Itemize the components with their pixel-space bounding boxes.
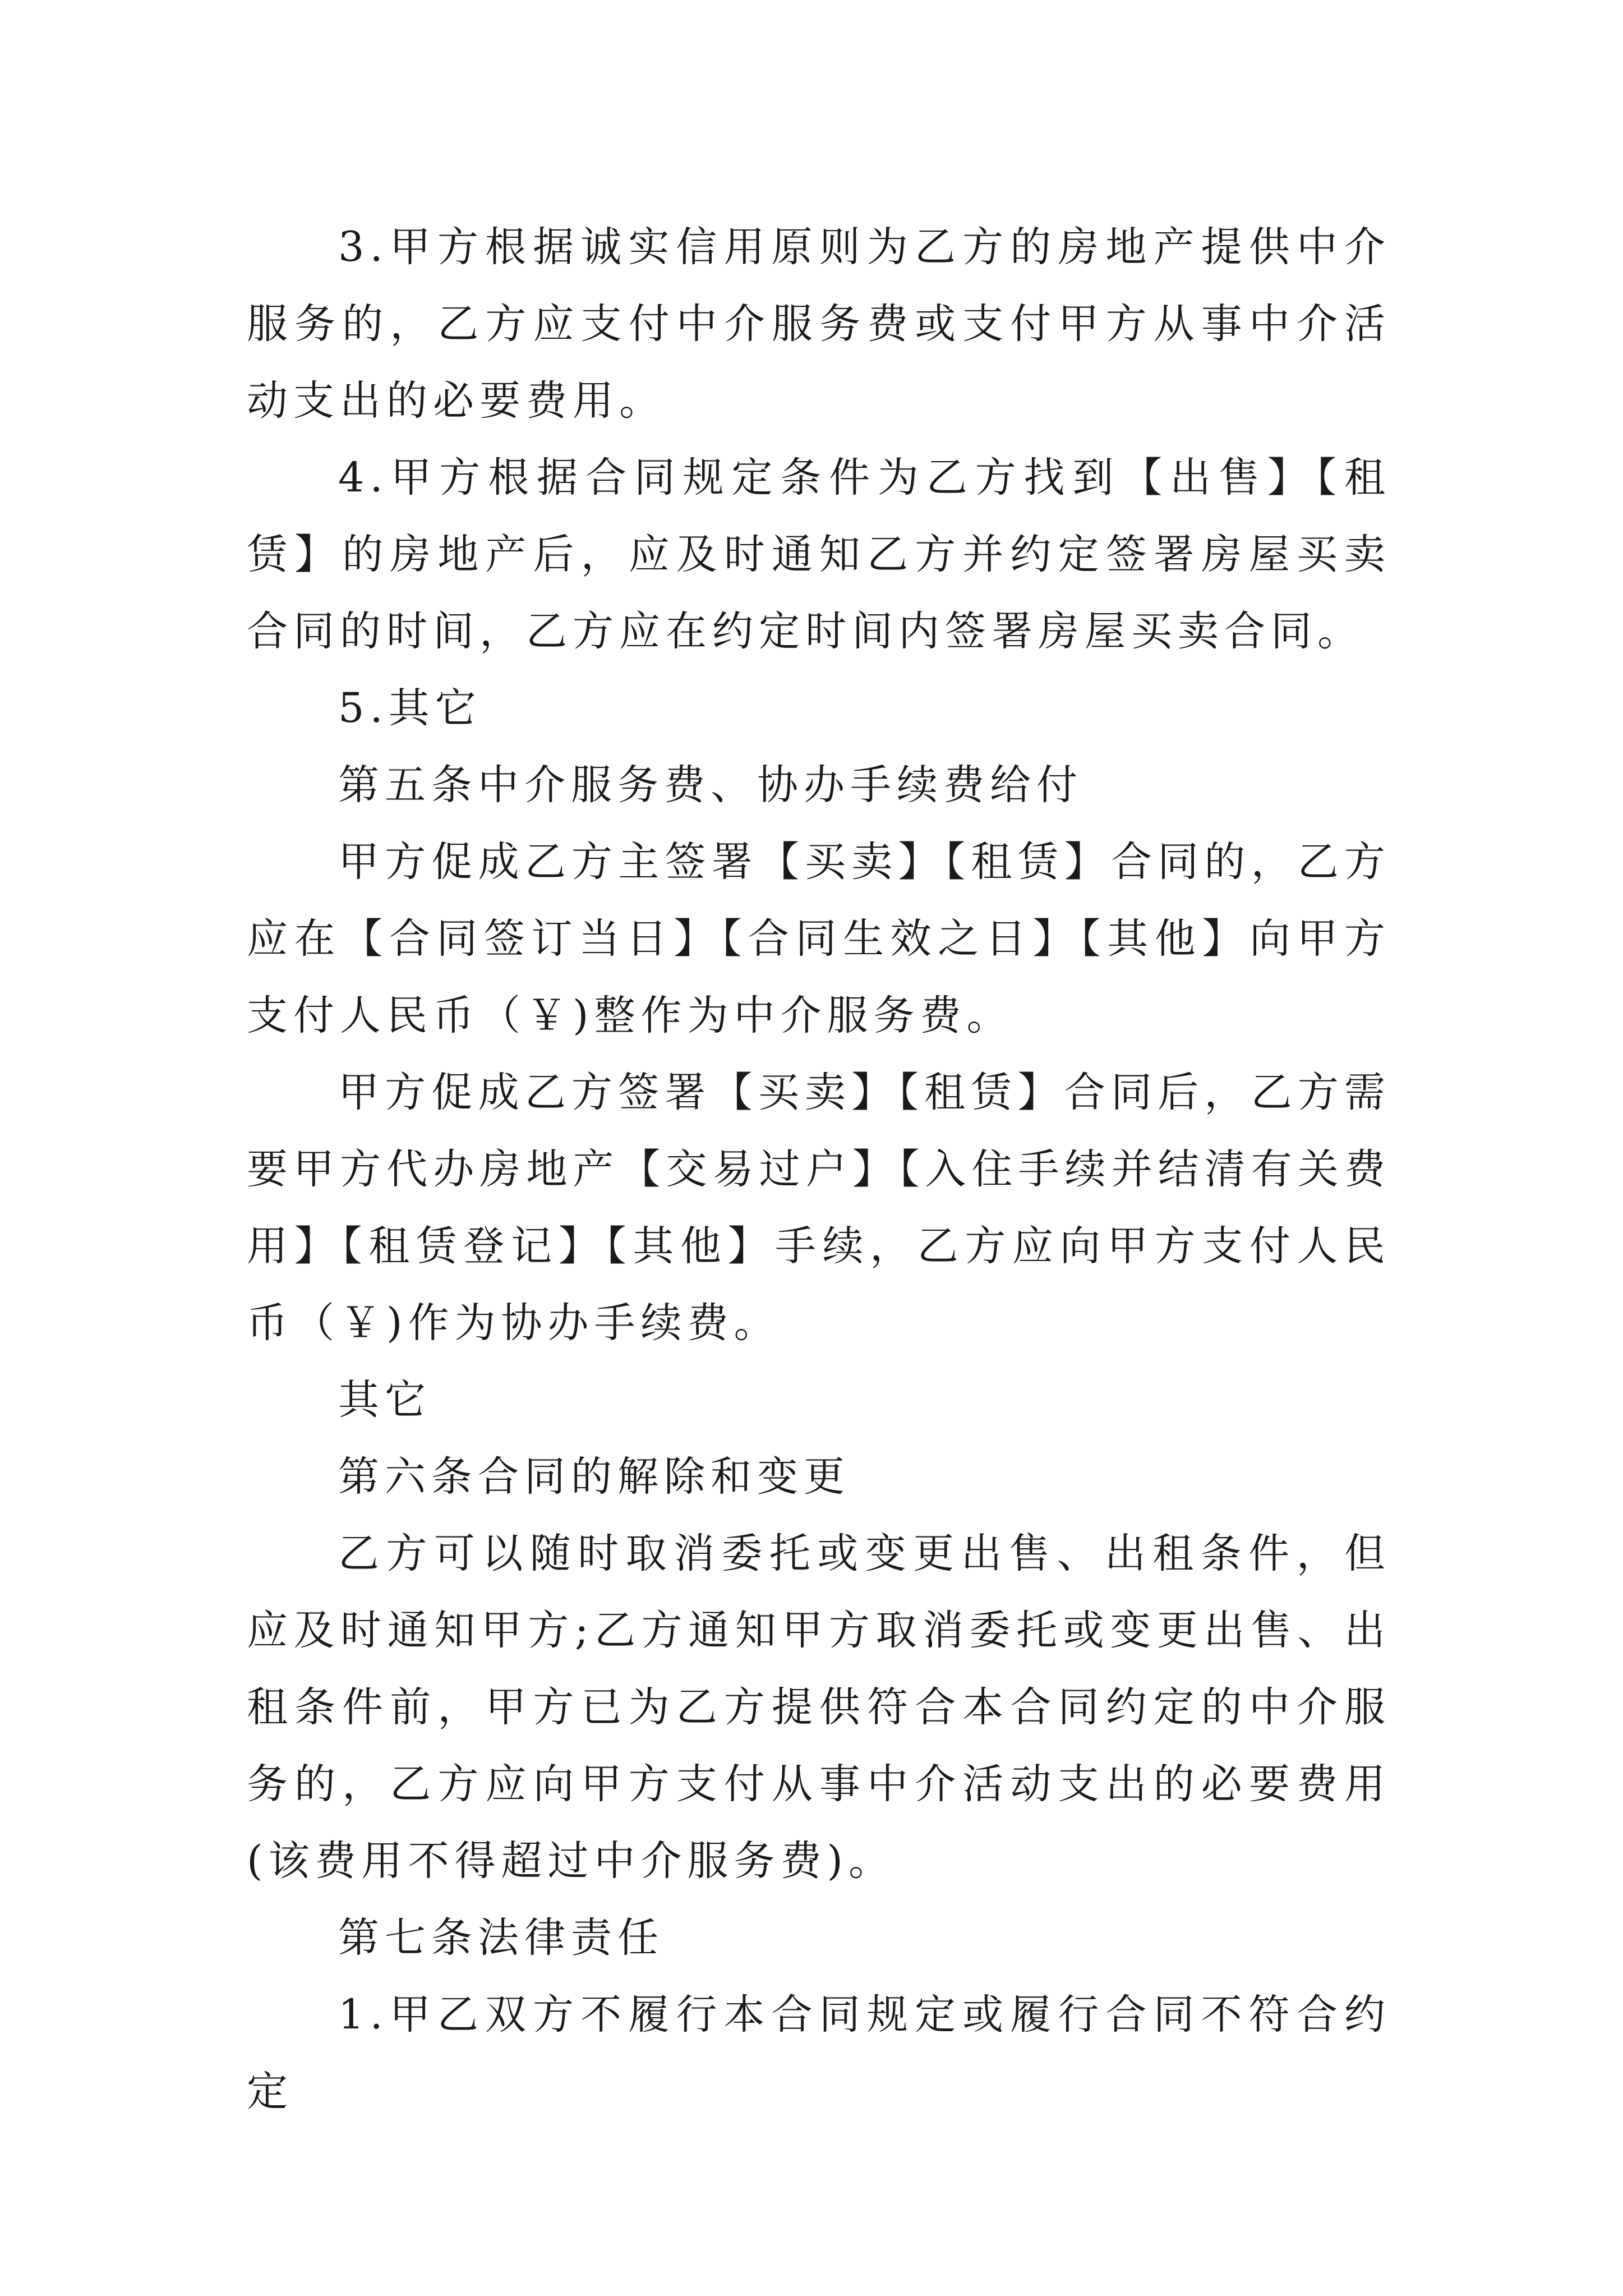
- article-7-heading: 第七条法律责任: [338, 1914, 664, 1962]
- clause-4-paragraph: 4.甲方根据合同规定条件为乙方找到【出售】【租赁】的房地产后，应及时通知乙方并约定签署房屋买卖合同的时间，乙方应在约定时间内签署房屋买卖合同。: [247, 454, 1391, 655]
- article-6-heading: 第六条合同的解除和变更: [338, 1453, 850, 1501]
- clause-5-paragraph: 5.其它: [338, 684, 482, 732]
- article-5-heading: 第五条中介服务费、协办手续费给付: [338, 761, 1083, 809]
- document-page: [247, 209, 1391, 2130]
- liability-clause-1-paragraph: 1.甲乙双方不履行本合同规定或履行合同不符合约定: [247, 1991, 1391, 2115]
- other-paragraph: 其它: [338, 1376, 431, 1424]
- clause-3-paragraph: 3.甲方根据诚实信用原则为乙方的房地产提供中介服务的，乙方应支付中介服务费或支付甲方从事中介活动支出的必要费用。: [247, 223, 1391, 425]
- termination-paragraph: 乙方可以随时取消委托或变更出售、出租条件，但应及时通知甲方;乙方通知甲方取消委托或变更出售、出租条件前，甲方已为乙方提供符合本合同约定的中介服务的，乙方应向甲方支付从事中介活动支出的必要费用(该费用不得超过中介服务费)。: [247, 1530, 1391, 1885]
- assist-fee-paragraph: 甲方促成乙方签署【买卖】【租赁】合同后，乙方需要甲方代办房地产【交易过户】【入住手续并结清有关费用】【租赁登记】【其他】手续，乙方应向甲方支付人民币（￥)作为协办手续费。: [247, 1069, 1391, 1347]
- service-fee-paragraph: 甲方促成乙方主签署【买卖】【租赁】合同的，乙方应在【合同签订当日】【合同生效之日】【其他】向甲方支付人民币（￥)整作为中介服务费。: [247, 838, 1391, 1039]
